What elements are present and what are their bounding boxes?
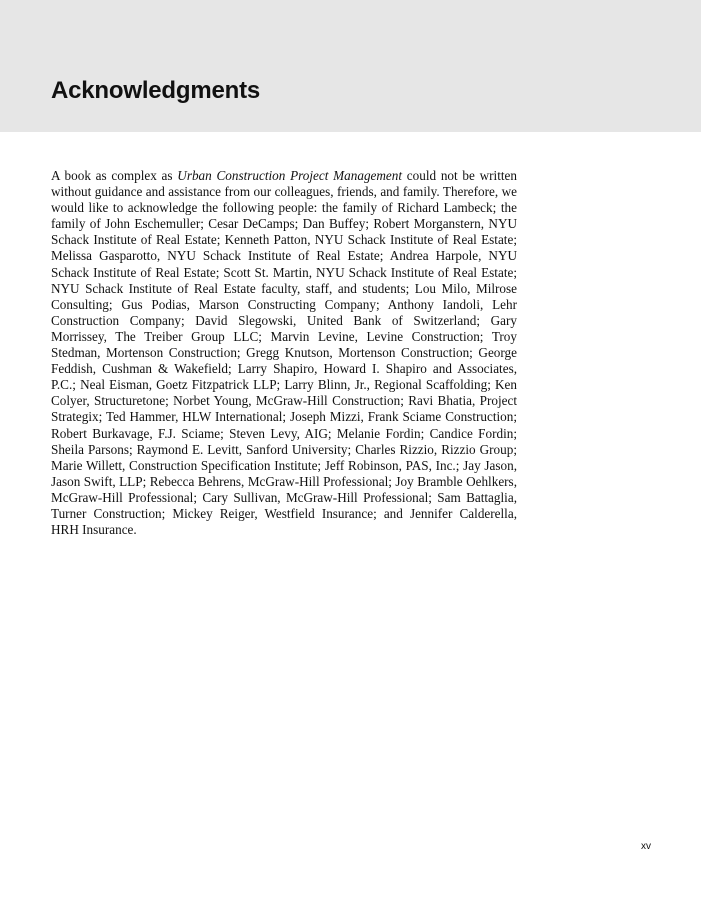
book-title: Urban Construction Project Management xyxy=(177,168,403,183)
page-title: Acknowledgments xyxy=(51,77,261,104)
acknowledgments-paragraph xyxy=(51,168,517,538)
paragraph-text: could not be written without guidance and assistance from our colleagues, friends, and family. Therefore, we would like to acknowledge the following people: the family of Richard Lambeck; the family of John Eschemuller; Cesar DeCamps; Dan Buffey; Robert Morganstern, NYU Schack Institute of Real Estate; Kenneth Patton, NYU Schack Institute of Real Estate; Melissa Gasparotto, NYU Schack Institute of Real Estate; Andrea Harpole, NYU Schack Institute of Real Estate; Scott St. Martin, NYU Schack Institute of Real Estate; NYU Schack Institute of Real Estate faculty, staff, and students; Lou Milo, Milrose Consulting; Gus Podias, Marson Constructing Company; Anthony Iandoli, Lehr Construction Company; David Slegowski, United Bank of Switzerland; Gary Morrissey, The Treiber Group LLC; Marvin Levine, Levine Construction; Troy Stedman, Mortenson Construction; Gregg Knutson, Mortenson Construction; George Feddish, Cushman & Wakefield; Larry Shapiro, Howard I. Shapiro and Associates, P.C.; Neal Eisman, Goetz Fitzpatrick LLP; Larry Blinn, Jr., Regional Scaffolding; Ken Colyer, Structuretone; Norbet Young, McGraw-Hill Construction; Ravi Bhatia, Project Strategix; Ted Hammer, HLW International; Joseph Mizzi, Frank Sciame Construction; Robert Burkavage, F.J. Sciame; Steven Levy, AIG; Melanie Fordin; Candice Fordin; Sheila Parsons; Raymond E. Levitt, Sanford University; Charles Rizzio, Rizzio Group; Marie Willett, Construction Specification Institute; Jeff Robinson, PAS, Inc.; Jay Jason, Jason Swift, LLP; Rebecca Behrens, McGraw-Hill Professional; Joy Bramble Oehlkers, McGraw-Hill Professional; Cary Sullivan, McGraw-Hill Professional; Sam Battaglia, Turner Construction; Mickey Reiger, Westfield Insurance; and Jennifer Calderella, HRH Insurance. xyxy=(51,168,517,538)
paragraph-intro: A book as complex as xyxy=(51,168,178,183)
page-number: xv xyxy=(641,841,651,852)
header-band xyxy=(0,0,701,132)
